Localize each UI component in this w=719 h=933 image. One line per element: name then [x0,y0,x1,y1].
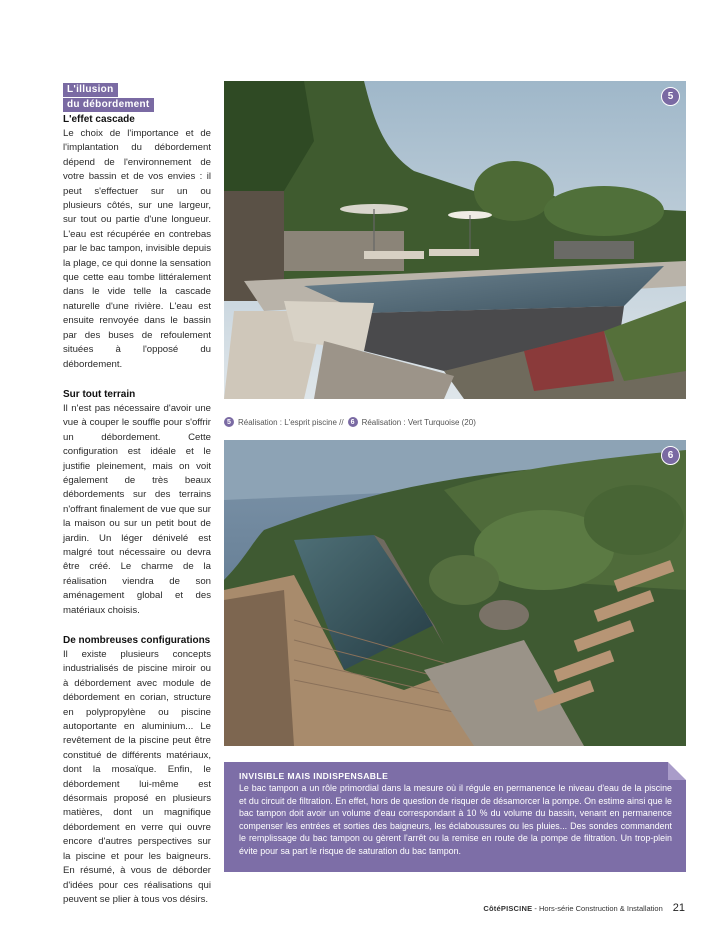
photo6-number-badge: 6 [661,446,680,465]
subheading-sur-tout-terrain: Sur tout terrain [63,388,136,400]
paragraph-sur-tout-terrain: Il n'est pas nécessaire d'avoir une vue à couper le souffle pour s'offrir un débordement. Cette configuration est idéale et le justifie pleinement, mais on voit également de très beaux débordements sur des terrains n'offrant finalement de vue que sur la maison ou sur un petit bout de jardin. Un léger dénivelé est malgré tout nécessaire ou devra être créé. Le charme de la réalisation viendra de son aménagement global et des matériaux choisis. [63,402,211,616]
caption-text-5: Réalisation : L'esprit piscine // [238,417,344,427]
photo5-number-badge: 5 [661,87,680,106]
subheading-configurations: De nombreuses configurations [63,635,211,646]
photo-caption [224,417,686,427]
footer-subtitle: - Hors-série Construction & Installation [532,904,663,913]
section-title-line2: du débordement [63,98,154,112]
info-box-body: Le bac tampon a un rôle primordial dans la mesure où il régule en permanence le niveau d'eau de la piscine et du circuit de filtration. En effet, hors de question de risquer de désamorcer la pompe. On estime ainsi que le bac tampon doit avoir un volume d'eau correspondant à 10 % du volume du bassin, venant en permanence compenser les entrées et sorties des baigneurs, les éclaboussures ou les pluies... Des sondes commandent le remplissage du bac tampon ou gèrent l'arrêt ou la remise en route de la pompe de filtration. Un trop-plein évite pour sa part le risque de saturation du bac tampon. [239,783,672,856]
folded-corner [668,762,686,780]
info-box-title: INVISIBLE MAIS INDISPENSABLE [239,771,389,781]
caption-number-5: 5 [224,417,234,427]
subheading-effet-cascade: L'effet cascade [63,114,135,125]
photo-infinity-pool-terrace [224,81,686,399]
paragraph-configurations: Il existe plusieurs concepts industrialisés de piscine miroir ou à débordement avec module de débordement en corian, structure en polypropylène ou piscine autoportante en aluminium... Le revêtement de la piscine peut être constitué de différents matériaux, dont la mosaïque. Enfin, le débordement lui-même est désormais proposé en plusieurs matières, dont un magnifique débordement en verre qui ouvre encore d'autres perspectives sur la piscine et pour les baigneurs. En résumé, à vous de déborder d'idées pour ces réalisations qui peuvent se plier à tous vos désirs. [63,649,211,905]
article-column [63,113,211,923]
section-title [63,83,154,113]
caption-text-6: Réalisation : Vert Turquoise (20) [361,417,476,427]
page-footer [480,902,685,914]
caption-number-6: 6 [348,417,358,427]
photo-infinity-pool-seaside [224,440,686,746]
footer-brand: CôtéPISCINE [483,904,533,913]
page-number: 21 [672,902,685,914]
footer-publication [483,904,662,913]
paragraph-effet-cascade: Le choix de l'importance et de l'implantation du débordement dépend de l'environnement de votre bassin et de vos envies : il peut s'effectuer sur un ou plusieurs côtés, sur une largeur, sur tout ou partie d'une longueur. L'eau est récupérée en contrebas par le bac tampon, invisible depuis la plage, ce qui donne la sensation que cette eau tombe littéralement dans le vide telle la cascade naturelle d'une rivière. L'eau est ensuite renvoyée dans le bassin par des buses de refoulement situées à l'opposé du débordement. [63,128,211,370]
section-title-line1: L'illusion [63,83,118,97]
info-box [224,762,686,872]
